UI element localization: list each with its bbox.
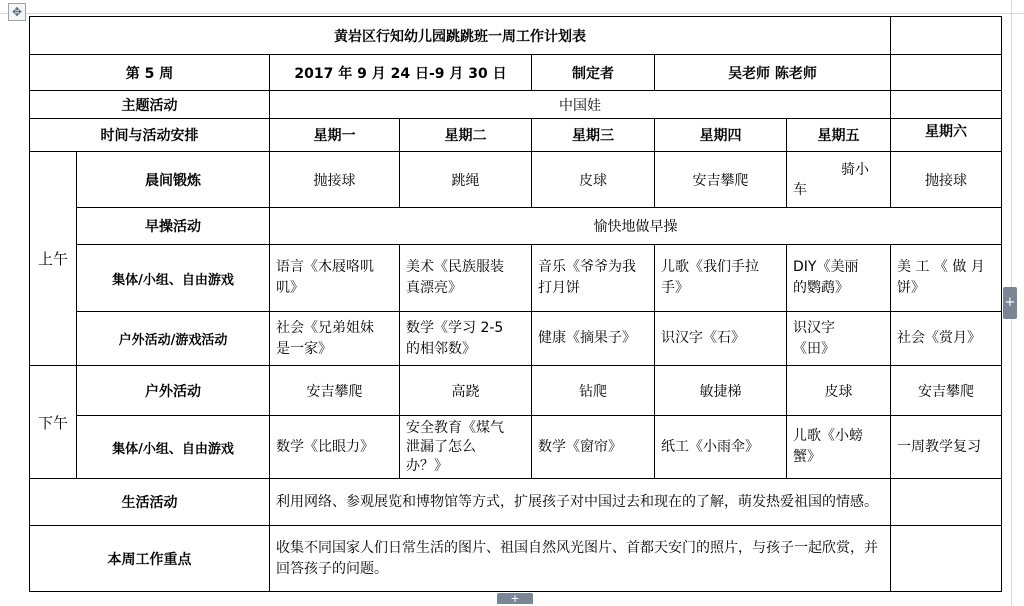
activity-cell: 音乐《爷爷为我 打月饼 (532, 245, 655, 312)
activity-cell: 语言《木屐咯叽 叽》 (270, 245, 400, 312)
activity-cell: 儿歌《我们手拉 手》 (655, 245, 787, 312)
activity-cell: 跳绳 (400, 152, 532, 208)
activity-cell: 安全教育《煤气 泄漏了怎么 办？》 (400, 416, 532, 479)
activity-cell: 数学《比眼力》 (270, 416, 400, 479)
activity-cell: 美术《民族服装 真漂亮》 (400, 245, 532, 312)
weekly-plan-table (29, 16, 1002, 592)
day-header: 星期四 (655, 119, 787, 152)
week-number: 第 5 周 (30, 55, 270, 91)
activity-cell: 数学《学习 2-5 的相邻数》 (400, 312, 532, 366)
activity-cell: 一周教学复习 (891, 416, 1002, 479)
activity-cell: 安吉攀爬 (891, 366, 1002, 416)
teachers: 吴老师 陈老师 (655, 55, 891, 91)
activity-cell: 皮球 (787, 366, 891, 416)
activity-cell: 高跷 (400, 366, 532, 416)
activity-cell: 健康《摘果子》 (532, 312, 655, 366)
day-header: 星期五 (787, 119, 891, 152)
insert-row-plus-icon[interactable]: + (497, 593, 533, 604)
group-games-pm-label: 集体/小组、自由游戏 (77, 416, 270, 479)
schedule-label: 时间与活动安排 (30, 119, 270, 152)
morning-label: 上午 (30, 152, 77, 366)
theme-label: 主题活动 (30, 91, 270, 119)
weekly-focus-label: 本周工作重点 (30, 526, 270, 592)
insert-column-plus-icon[interactable]: + (1003, 287, 1017, 319)
group-games-am-label: 集体/小组、自由游戏 (77, 245, 270, 312)
day-header: 星期二 (400, 119, 532, 152)
activity-cell (787, 152, 891, 208)
activity-cell: 儿歌《小螃 蟹》 (787, 416, 891, 479)
activity-cell: 纸工《小雨伞》 (655, 416, 787, 479)
activity-cell-line: 骑小 (841, 161, 869, 178)
weekly-focus-value: 收集不同国家人们日常生活的图片、祖国自然风光图片、首都天安门的照片，与孩子一起欣赏，并回答孩子的问题。 (270, 526, 891, 592)
date-range: 2017 年 9 月 24 日-9 月 30 日 (270, 55, 532, 91)
activity-cell: 识汉字 《田》 (787, 312, 891, 366)
activity-cell: 钻爬 (532, 366, 655, 416)
outdoor-games-am-label: 户外活动/游戏活动 (77, 312, 270, 366)
activity-cell: 敏捷梯 (655, 366, 787, 416)
maker-label: 制定者 (532, 55, 655, 91)
activity-cell: 皮球 (532, 152, 655, 208)
day-header: 星期三 (532, 119, 655, 152)
afternoon-label: 下午 (30, 366, 77, 479)
activity-cell: 抛接球 (891, 152, 1002, 208)
life-activities-label: 生活活动 (30, 479, 270, 526)
life-activities-value: 利用网络、参观展览和博物馆等方式，扩展孩子对中国过去和现在的了解，萌发热爱祖国的情感。 (270, 479, 891, 526)
morning-exercise-label: 晨间锻炼 (77, 152, 270, 208)
activity-cell: 数学《窗帘》 (532, 416, 655, 479)
activity-cell: 美 工 《 做 月 饼》 (891, 245, 1002, 312)
empty-cell (891, 55, 1002, 91)
activity-cell: 安吉攀爬 (270, 366, 400, 416)
activity-cell-line: 车 (793, 181, 807, 198)
day-header: 星期六 (891, 119, 1002, 152)
theme-value: 中国娃 (270, 91, 891, 119)
table-move-handle-icon[interactable]: ✥ (8, 3, 26, 21)
day-header: 星期一 (270, 119, 400, 152)
table-title: 黄岩区行知幼儿园跳跳班一周工作计划表 (30, 17, 891, 55)
morning-gym-value: 愉快地做早操 (270, 208, 1002, 245)
empty-cell (891, 479, 1002, 526)
activity-cell: 抛接球 (270, 152, 400, 208)
activity-cell: 社会《赏月》 (891, 312, 1002, 366)
morning-gym-label: 早操活动 (77, 208, 270, 245)
activity-cell: DIY《美丽 的鹦鹉》 (787, 245, 891, 312)
activity-cell: 安吉攀爬 (655, 152, 787, 208)
empty-cell (891, 17, 1002, 55)
activity-cell: 识汉字《石》 (655, 312, 787, 366)
outdoor-pm-label: 户外活动 (77, 366, 270, 416)
empty-cell (891, 91, 1002, 119)
page-margin-guide-top (0, 13, 1024, 14)
empty-cell (891, 526, 1002, 592)
activity-cell: 社会《兄弟姐妹 是一家》 (270, 312, 400, 366)
